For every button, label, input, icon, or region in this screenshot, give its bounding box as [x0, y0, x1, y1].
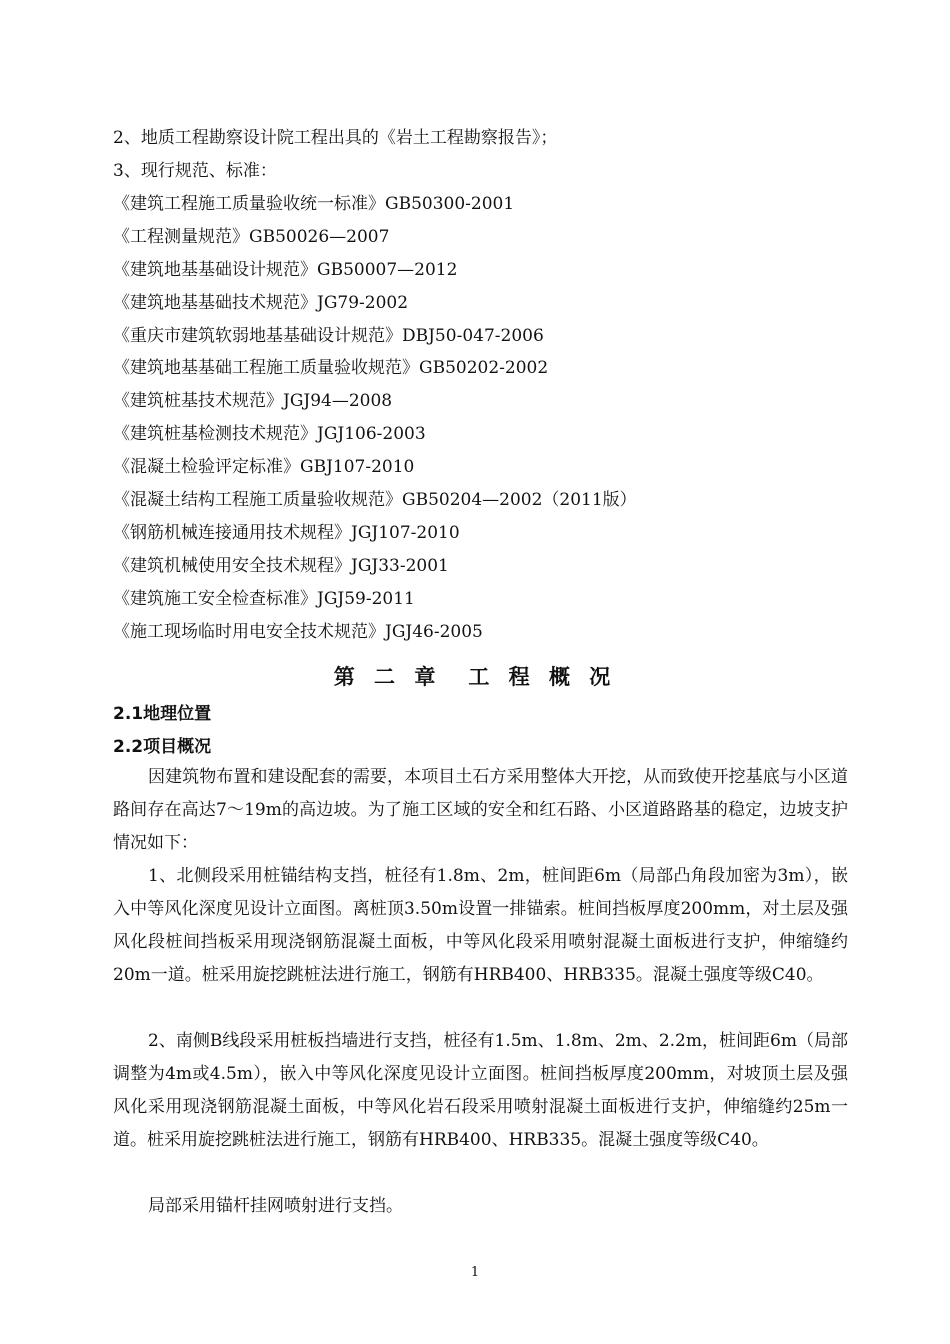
reference-item-2: 2、地质工程勘察设计院工程出具的《岩土工程勘察报告》； — [113, 128, 558, 148]
standard-item: 《建筑地基基础工程施工质量验收规范》GB50202-2002 — [113, 358, 549, 378]
standard-item: 《混凝土检验评定标准》GBJ107-2010 — [113, 457, 415, 477]
standard-item: 《建筑工程施工质量验收统一标准》GB50300-2001 — [113, 194, 515, 214]
standard-item: 《建筑桩基检测技术规范》JGJ106-2003 — [113, 424, 426, 444]
standard-item: 《工程测量规范》GB50026—2007 — [113, 227, 390, 247]
reference-item-3: 3、现行规范、标准： — [113, 161, 277, 181]
section-heading-2-2: 2.2项目概况 — [113, 737, 212, 757]
standard-item: 《施工现场临时用电安全技术规范》JGJ46-2005 — [113, 622, 483, 642]
paragraph-overview: 因建筑物布置和建设配套的需要，本项目土石方采用整体大开挖，从而致使开挖基底与小区道路间存在高达7～19m的高边坡。为了施工区域的安全和红石路、小区道路路基的稳定，边坡支护情况如下： — [113, 767, 848, 853]
paragraph-local-support: 局部采用锚杆挂网喷射进行支挡。 — [148, 1196, 403, 1216]
standard-item: 《建筑机械使用安全技术规程》JGJ33-2001 — [113, 556, 449, 576]
standard-item: 《建筑地基基础技术规范》JG79-2002 — [113, 293, 409, 313]
page-number: 1 — [470, 1265, 480, 1280]
section-heading-2-1: 2.1地理位置 — [113, 704, 212, 724]
standard-item: 《建筑桩基技术规范》JGJ94—2008 — [113, 391, 393, 411]
standard-item: 《混凝土结构工程施工质量验收规范》GB50204—2002（2011版） — [113, 490, 637, 510]
standard-item: 《建筑地基基础设计规范》GB50007—2012 — [113, 260, 458, 280]
paragraph-north-section: 1、北侧段采用桩锚结构支挡，桩径有1.8m、2m，桩间距6m（局部凸角段加密为3m），嵌入中等风化深度见设计立面图。离桩顶3.50m设置一排锚索。桩间挡板厚度200mm，对土层及强风化段桩间挡板采用现浇钢筋混凝土面板，中等风化段采用喷射混凝土面板进行支护，伸缩缝约20m一道。桩采用旋挖跳桩法进行施工，钢筋有HRB400、HRB335。混凝土强度等级C40。 — [113, 866, 848, 985]
standard-item: 《重庆市建筑软弱地基基础设计规范》DBJ50-047-2006 — [113, 326, 544, 346]
standard-item: 《建筑施工安全检查标准》JGJ59-2011 — [113, 589, 415, 609]
chapter-title: 第 二 章 工 程 概 况 — [333, 665, 617, 689]
standard-item: 《钢筋机械连接通用技术规程》JGJ107-2010 — [113, 523, 460, 543]
paragraph-south-section: 2、南侧B线段采用桩板挡墙进行支挡，桩径有1.5m、1.8m、2m、2.2m，桩间距6m（局部调整为4m或4.5m），嵌入中等风化深度见设计立面图。桩间挡板厚度200mm，对坡顶土层及强风化采用现浇钢筋混凝土面板，中等风化岩石段采用喷射混凝土面板进行支护，伸缩缝约25m一道。桩采用旋挖跳桩法进行施工，钢筋有HRB400、HRB335。混凝土强度等级C40。 — [113, 1031, 848, 1150]
